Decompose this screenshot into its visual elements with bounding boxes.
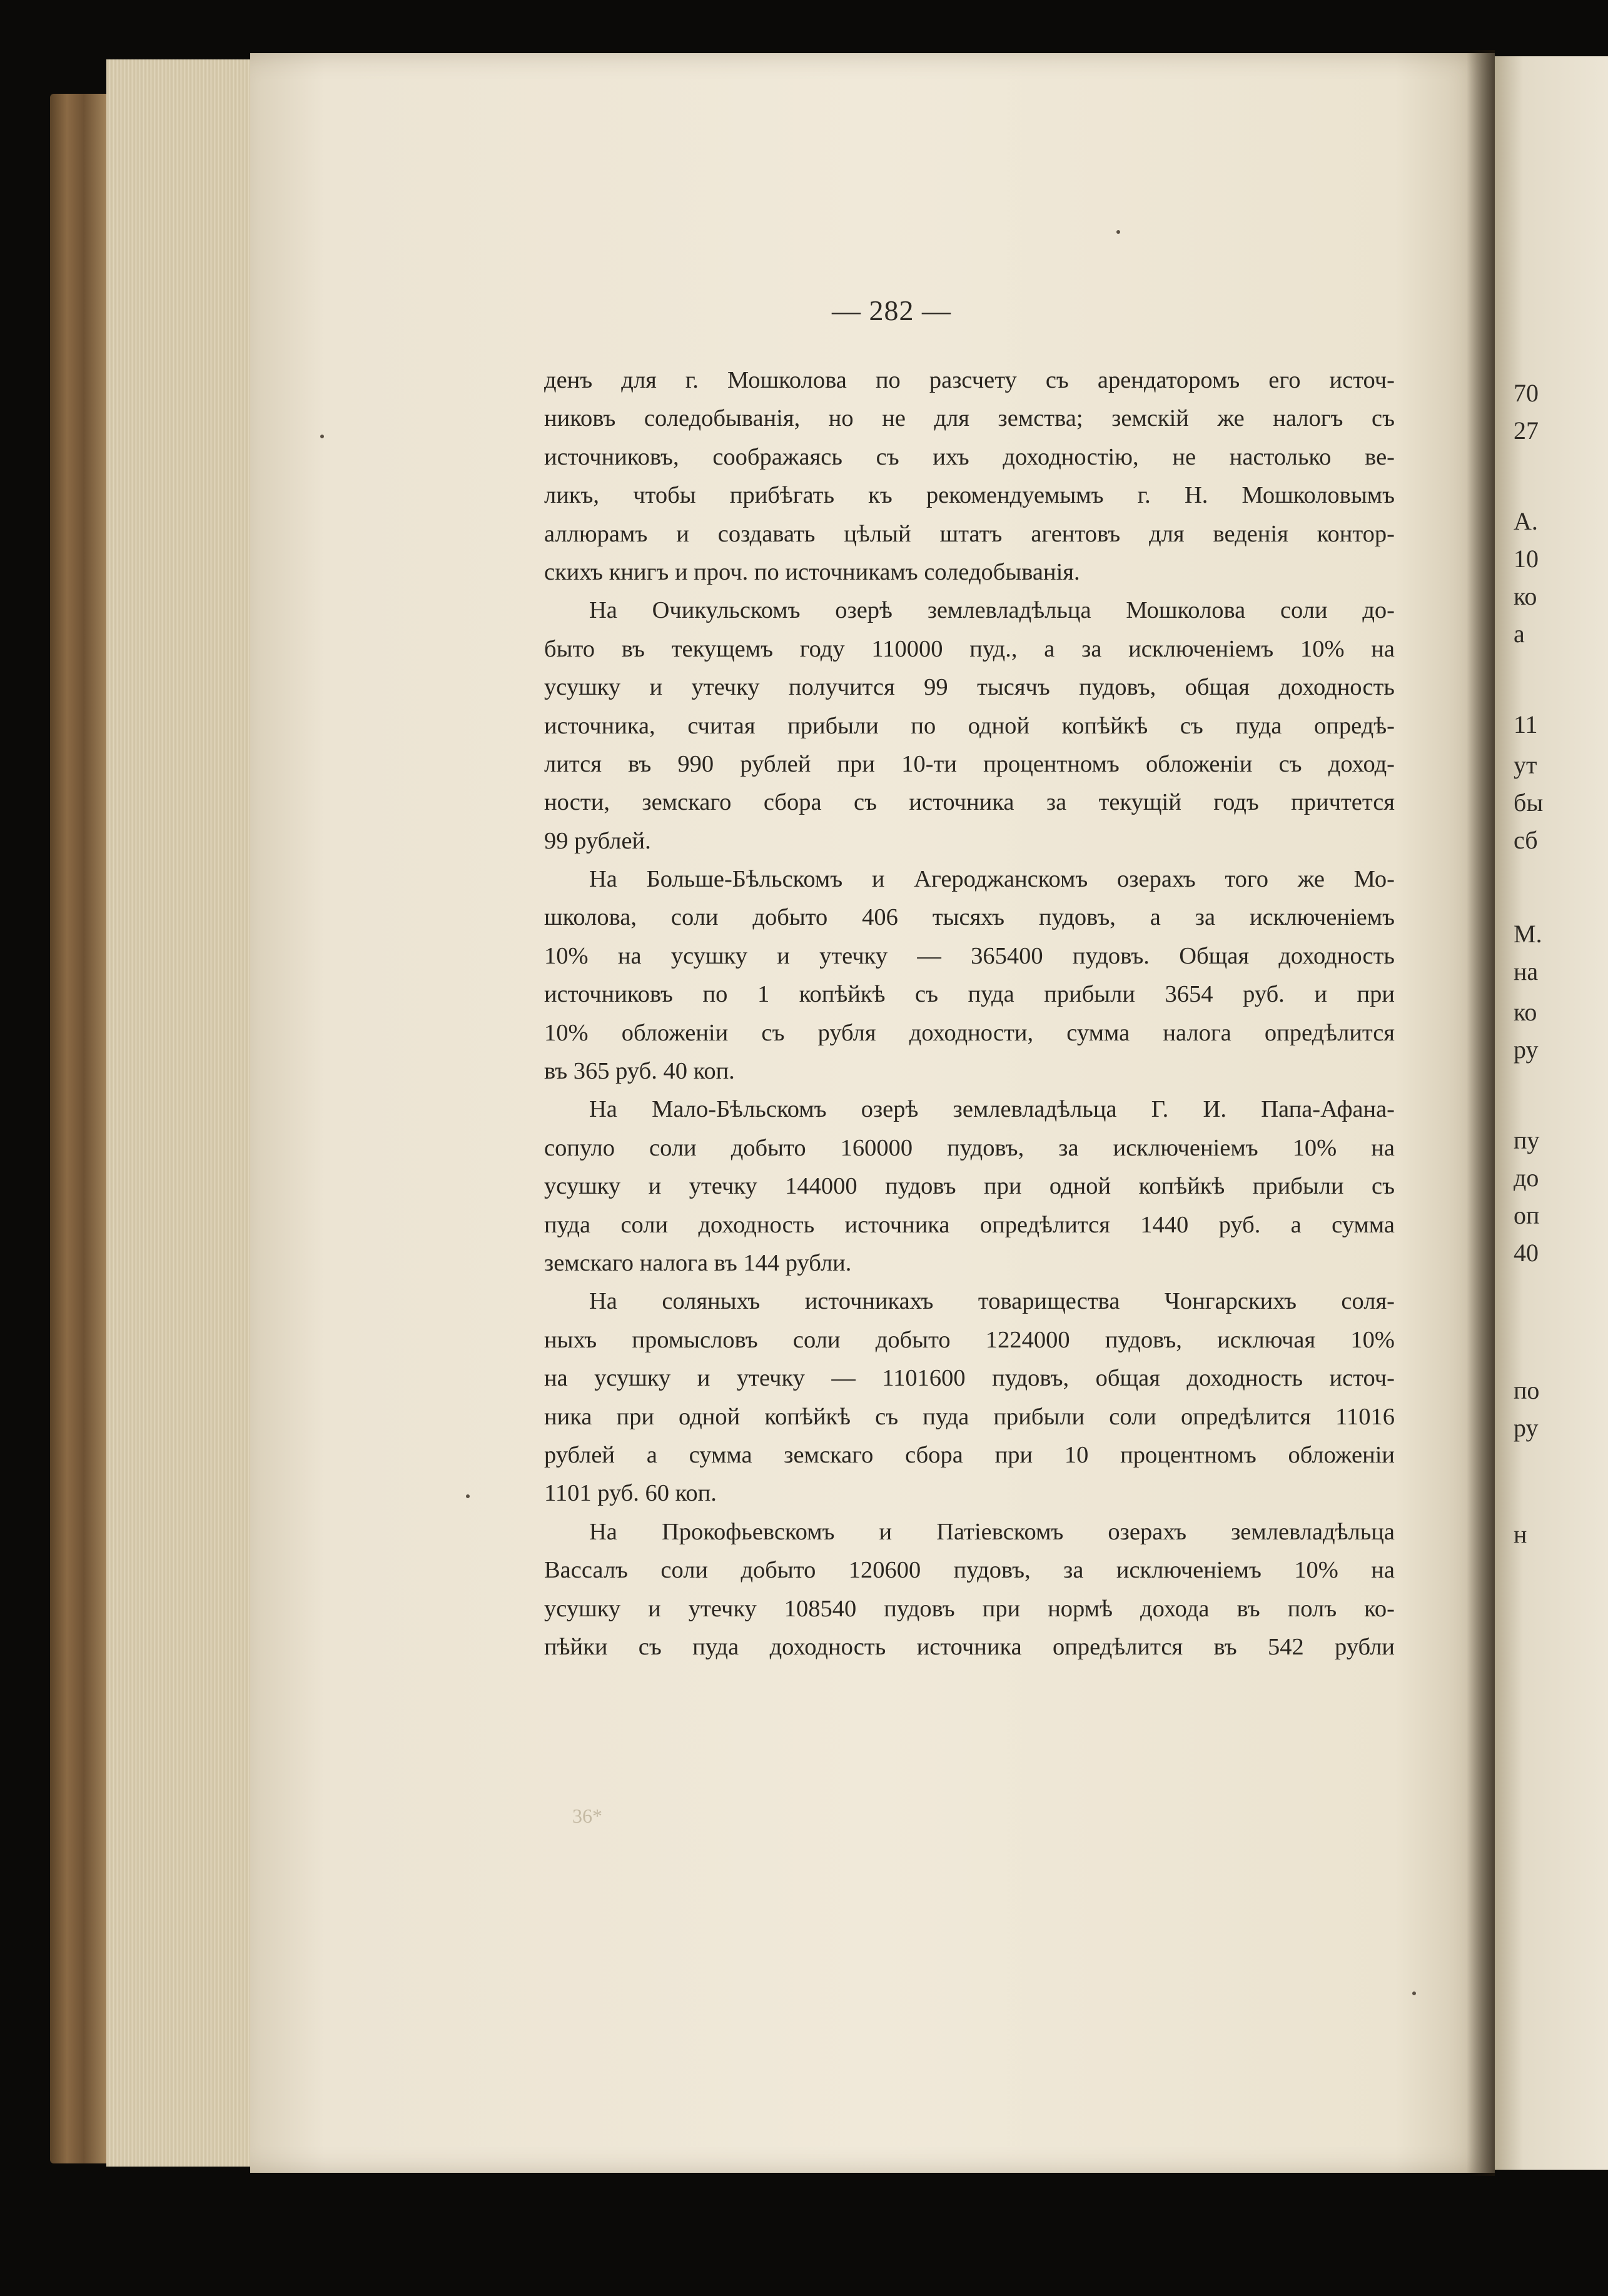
- text-line: источниковъ, соображаясь съ ихъ доходностію, не настолько ве-: [544, 443, 1395, 470]
- paper-speck: [1116, 230, 1120, 234]
- right-fragment: ут: [1514, 751, 1537, 779]
- text-line: аллюрамъ и создавать цѣлый штатъ агентовъ для веденія контор-: [544, 520, 1395, 547]
- text-line: На соляныхъ источникахъ товарищества Чонгарскихъ соля-: [589, 1288, 1395, 1315]
- text-line: усушку и утечку получится 99 тысячъ пудовъ, общая доходность: [544, 674, 1395, 701]
- right-fragment: М.: [1514, 920, 1542, 948]
- right-fragment: сб: [1514, 826, 1538, 854]
- text-line: 1101 руб. 60 коп.: [544, 1480, 717, 1507]
- right-fragment: а: [1514, 620, 1525, 648]
- text-line: пѣйки съ пуда доходность источника опредѣлится въ 542 рубли: [544, 1633, 1395, 1660]
- text-line: Вассалъ соли добыто 120600 пудовъ, за исключеніемъ 10% на: [544, 1557, 1395, 1584]
- right-fragment: 40: [1514, 1239, 1539, 1267]
- signature-mark: 36*: [572, 1805, 602, 1827]
- text-line: рублей а сумма земскаго сбора при 10 процентномъ обложеніи: [544, 1441, 1395, 1468]
- paper-speck: [320, 435, 324, 438]
- text-line: На Очикульскомъ озерѣ землевладѣльца Мошколова соли до-: [589, 597, 1395, 624]
- text-line: источниковъ по 1 копѣйкѣ съ пуда прибыли 3654 руб. и при: [544, 981, 1395, 1008]
- page-stack-edge: [106, 59, 250, 2167]
- right-fragment: ко: [1514, 582, 1537, 610]
- text-line: 10% на усушку и утечку — 365400 пудовъ. Общая доходность: [544, 942, 1395, 969]
- text-line: На Прокофьевскомъ и Патіевскомъ озерахъ землевладѣльца: [589, 1518, 1395, 1545]
- text-line: на усушку и утечку — 1101600 пудовъ, общая доходность источ-: [544, 1365, 1395, 1392]
- text-line: земскаго налога въ 144 рубли.: [544, 1249, 852, 1276]
- right-fragment: на: [1514, 957, 1539, 985]
- right-page-fragment: [1495, 56, 1608, 2170]
- text-line: быто въ текущемъ году 110000 пуд., а за исключеніемъ 10% на: [544, 635, 1395, 662]
- right-fragment: 10: [1514, 545, 1539, 573]
- text-line: никовъ соледобыванія, но не для земства; земскій же налогъ съ: [544, 405, 1395, 432]
- right-fragment: А.: [1514, 507, 1538, 535]
- right-fragment: 70: [1514, 379, 1539, 407]
- text-line: усушку и утечку 108540 пудовъ при нормѣ дохода въ полъ ко-: [544, 1595, 1395, 1622]
- right-fragment: пу: [1514, 1126, 1540, 1154]
- right-fragment: ру: [1514, 1035, 1539, 1064]
- right-fragment: 11: [1514, 710, 1538, 738]
- right-fragment: 27: [1514, 416, 1539, 445]
- text-line: скихъ книгъ и проч. по источникамъ соледобыванія.: [544, 558, 1080, 585]
- text-line: 10% обложеніи съ рубля доходности, сумма налога опредѣлится: [544, 1019, 1395, 1046]
- right-fragment: по: [1514, 1376, 1540, 1404]
- text-line: въ 365 руб. 40 коп.: [544, 1058, 735, 1085]
- text-line: На Мало-Бѣльскомъ озерѣ землевладѣльца Г. И. Папа-Афана-: [589, 1096, 1395, 1123]
- right-fragment: до: [1514, 1164, 1539, 1192]
- right-fragment: оп: [1514, 1201, 1540, 1229]
- page-number: — 282 —: [832, 295, 951, 326]
- text-line: ника при одной копѣйкѣ съ пуда прибыли соли опредѣлится 11016: [544, 1403, 1395, 1430]
- text-line: денъ для г. Мошколова по разсчету съ арендаторомъ его источ-: [544, 367, 1395, 393]
- text-line: сопуло соли добыто 160000 пудовъ, за исключеніемъ 10% на: [544, 1134, 1395, 1161]
- text-line: ликъ, чтобы прибѣгать къ рекомендуемымъ г. Н. Мошколовымъ: [544, 482, 1395, 509]
- paper-speck: [466, 1494, 470, 1498]
- book-cover-edge: [50, 94, 106, 2163]
- text-line: источника, считая прибыли по одной копѣйкѣ съ пуда опредѣ-: [544, 712, 1395, 739]
- text-line: 99 рублей.: [544, 827, 651, 854]
- text-line: ности, земскаго сбора съ источника за текущій годъ причтется: [544, 789, 1395, 816]
- right-fragment: н: [1514, 1520, 1527, 1548]
- body-text: [544, 361, 1395, 1666]
- text-line: На Больше-Бѣльскомъ и Агероджанскомъ озерахъ того же Мо-: [589, 866, 1395, 893]
- text-line: пуда соли доходность источника опредѣлится 1440 руб. а сумма: [544, 1211, 1395, 1238]
- right-fragment: бы: [1514, 788, 1544, 817]
- text-line: усушку и утечку 144000 пудовъ при одной копѣйкѣ прибыли съ: [544, 1173, 1395, 1200]
- text-line: лится въ 990 рублей при 10-ти процентномъ обложеніи съ доход-: [544, 750, 1395, 777]
- paper-speck: [1412, 1991, 1416, 1995]
- text-line: школова, соли добыто 406 тысяхъ пудовъ, а за исключеніемъ: [544, 904, 1395, 931]
- book-gutter: [1467, 50, 1495, 2176]
- text-line: ныхъ промысловъ соли добыто 1224000 пудовъ, исключая 10%: [544, 1326, 1395, 1353]
- right-fragment: ру: [1514, 1414, 1539, 1442]
- right-fragment: ко: [1514, 998, 1537, 1026]
